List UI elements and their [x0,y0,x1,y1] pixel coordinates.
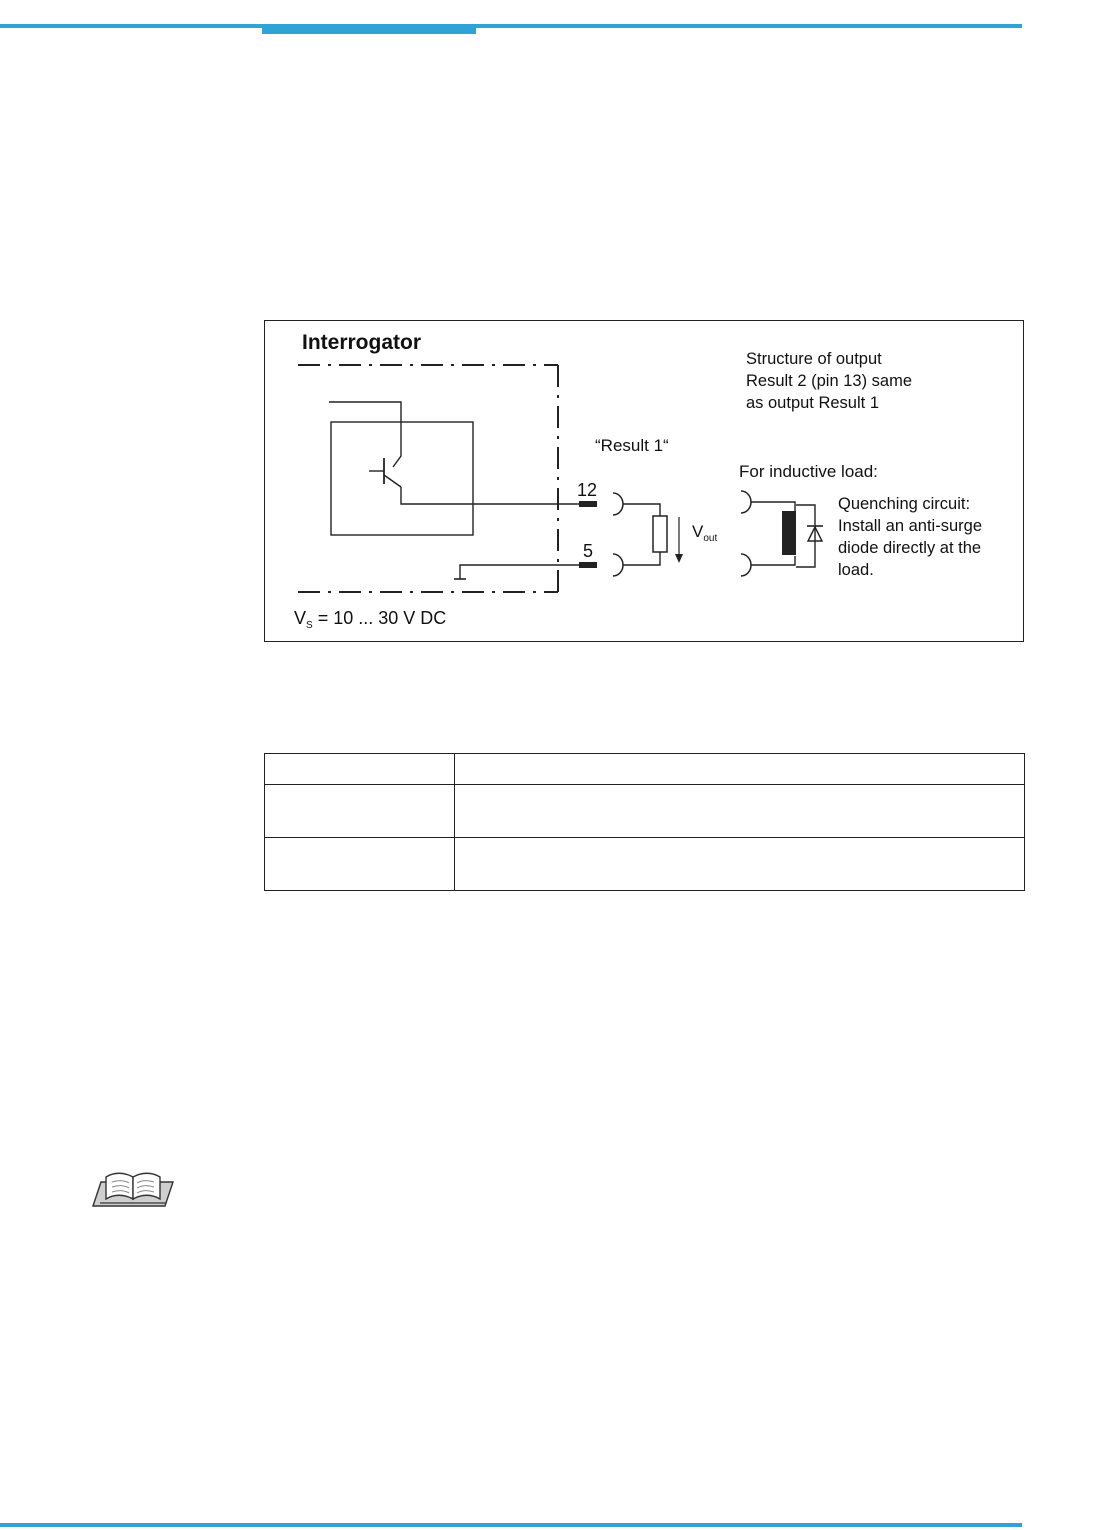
output-note-line: Structure of output [746,350,882,368]
book-icon [92,1172,174,1208]
footer-rule [0,1523,1022,1527]
inductive-wire-bottom [751,556,795,565]
vout-subscript: out [703,533,718,544]
vout-label [692,521,717,550]
vout-symbol: V [692,522,704,541]
supply-voltage-label [294,607,446,637]
inductive-load-label: For inductive load: [739,462,878,481]
header-rule [0,24,1022,28]
output-structure-note [746,348,912,414]
output-note-line: Result 2 (pin 13) same [746,372,912,390]
transistor-box [331,422,473,535]
output-wire [401,487,582,504]
diode-branch [796,505,815,567]
inductive-wire-top [751,502,795,511]
table-row [265,754,1025,785]
vout-arrow-head [675,554,683,563]
output-note-line: as output Result 1 [746,394,879,412]
table-row [265,838,1025,891]
interrogator-label: Interrogator [302,331,422,354]
quenching-circuit-note [838,493,982,581]
result-1-label: “Result 1“ [595,436,669,455]
quench-note-line: Install an anti-surge [838,517,982,535]
socket-arc-12 [613,493,623,515]
table-cell [265,754,455,785]
specification-table [264,753,1025,891]
pin-5-label: 5 [583,541,594,561]
table-cell [265,838,455,891]
load-wire-bottom [623,552,660,565]
load-resistor [653,516,667,552]
load-wire-top [623,504,660,516]
table-cell [455,754,1025,785]
inductive-arc-bottom [741,554,751,576]
socket-arc-5 [613,554,623,576]
transistor-emitter [384,475,401,487]
relay-coil [782,511,796,555]
pin-12-contact [579,501,597,507]
table-row [265,785,1025,838]
table-cell [455,838,1025,891]
header-rule-tab [262,24,476,34]
quench-note-line: diode directly at the [838,539,982,557]
vs-range: = 10 ... 30 V DC [312,608,447,628]
inductive-arc-top [741,491,751,513]
table-cell [455,785,1025,838]
quench-note-line: load. [838,561,874,579]
pin-5-contact [579,562,597,568]
collector-lead [329,402,401,467]
quench-note-line: Quenching circuit: [838,495,971,513]
ground-wire [460,565,582,579]
table-cell [265,785,455,838]
circuit-figure [264,320,1024,642]
vs-symbol: V [294,608,307,628]
pin-12-label: 12 [577,480,598,500]
vs-subscript: S [306,620,313,631]
